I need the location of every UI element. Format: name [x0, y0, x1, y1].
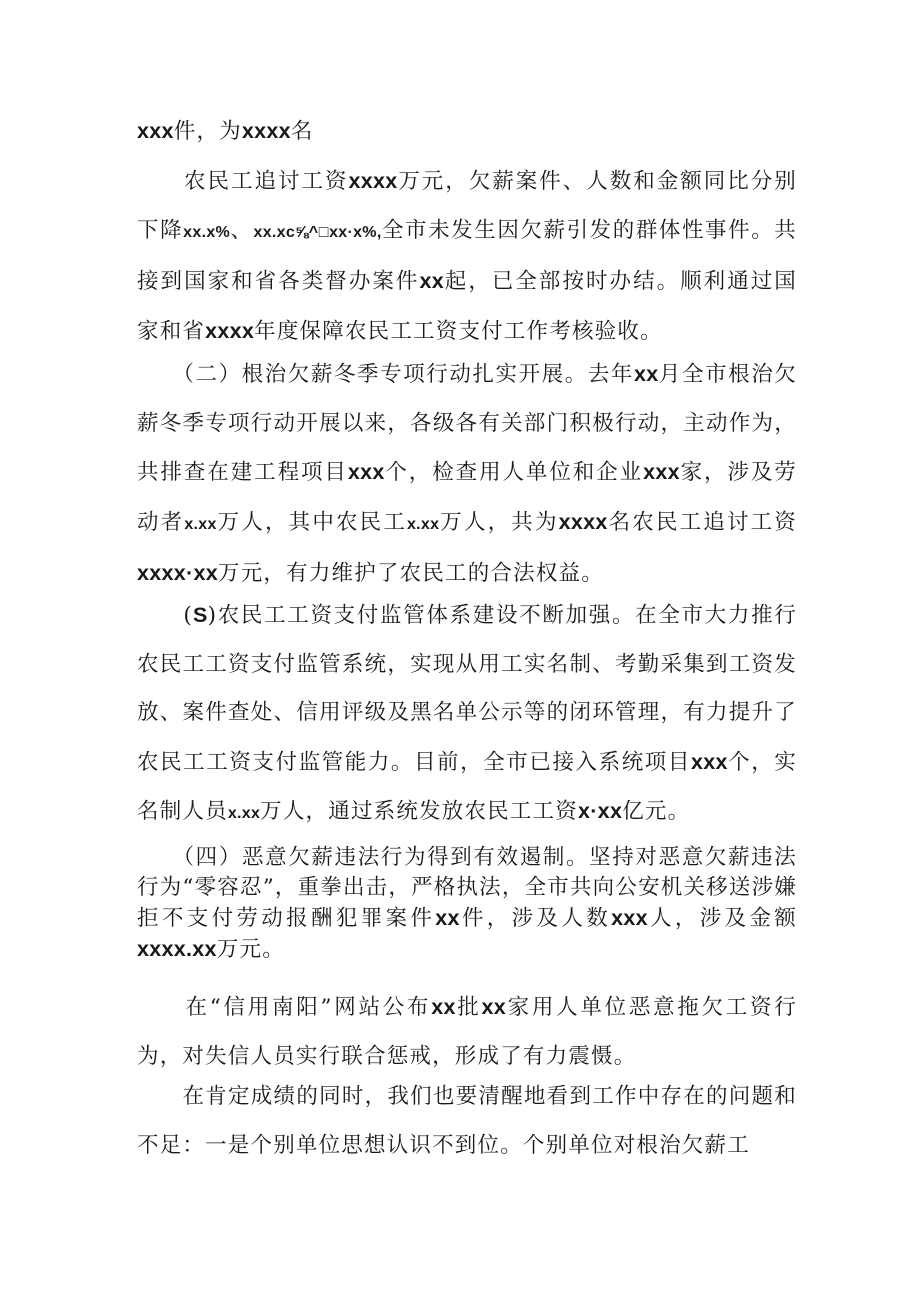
paragraph-3: （二）根治欠薪冬季专项行动扎实开展。去年xx月全市根治欠薪冬季专项行动开展以来，各级各有关部门积极行动，主动作为，共排查在建工程项目xxx个，检查用人单位和企业xxx家，涉及劳动者x.xx万人，其中农民工x.xx万人，共为xxxx名农民工追讨工资xxxx·xx万元，有力维护了农民工的合法权益。 — [137, 362, 798, 586]
paragraph-5: （四）恶意欠薪违法行为得到有效遏制。坚持对恶意欠薪违法行为“零容忍”，重拳出击，严格执法，全市共向公安机关移送涉嫌拒不支付劳动报酬犯罪案件xx件，涉及人数xxx人，涉及金额xxxx.xx万元。 — [137, 845, 798, 962]
paragraph-7: 在肯定成绩的同时，我们也要清醒地看到工作中存在的问题和不足：一是个别单位思想认识不到位。个别单位对根治欠薪工 — [137, 1084, 797, 1158]
paragraph-1: xxx件，为xxxx名 — [137, 119, 314, 144]
paragraph-2: 农民工追讨工资xxxx万元，欠薪案件、人数和金额同比分别下降xx.x%、xx.xc⅝^□xx·x%,全市未发生因欠薪引发的群体性事件。共接到国家和省各类督办案件xx起，已全部按时办结。顺利通过国家和省xxxx年度保障农民工工资支付工作考核验收。 — [137, 169, 797, 344]
paragraph-4: (S)农民工工资支付监管体系建设不断加强。在全市大力推行农民工工资支付监管系统，实现从用工实名制、考勤采集到工资发放、案件查处、信用评级及黑名单公示等的闭环管理，有力提升了农民工工资支付监管能力。目前，全市已接入系统项目xxx个，实名制人员x.xx万人，通过系统发放农民工工资x·xx亿元。 — [137, 603, 797, 824]
paragraph-6: 在“信用南阳”网站公布xx批xx家用人单位恶意拖欠工资行为，对失信人员实行联合惩戒，形成了有力震慑。 — [137, 995, 797, 1069]
